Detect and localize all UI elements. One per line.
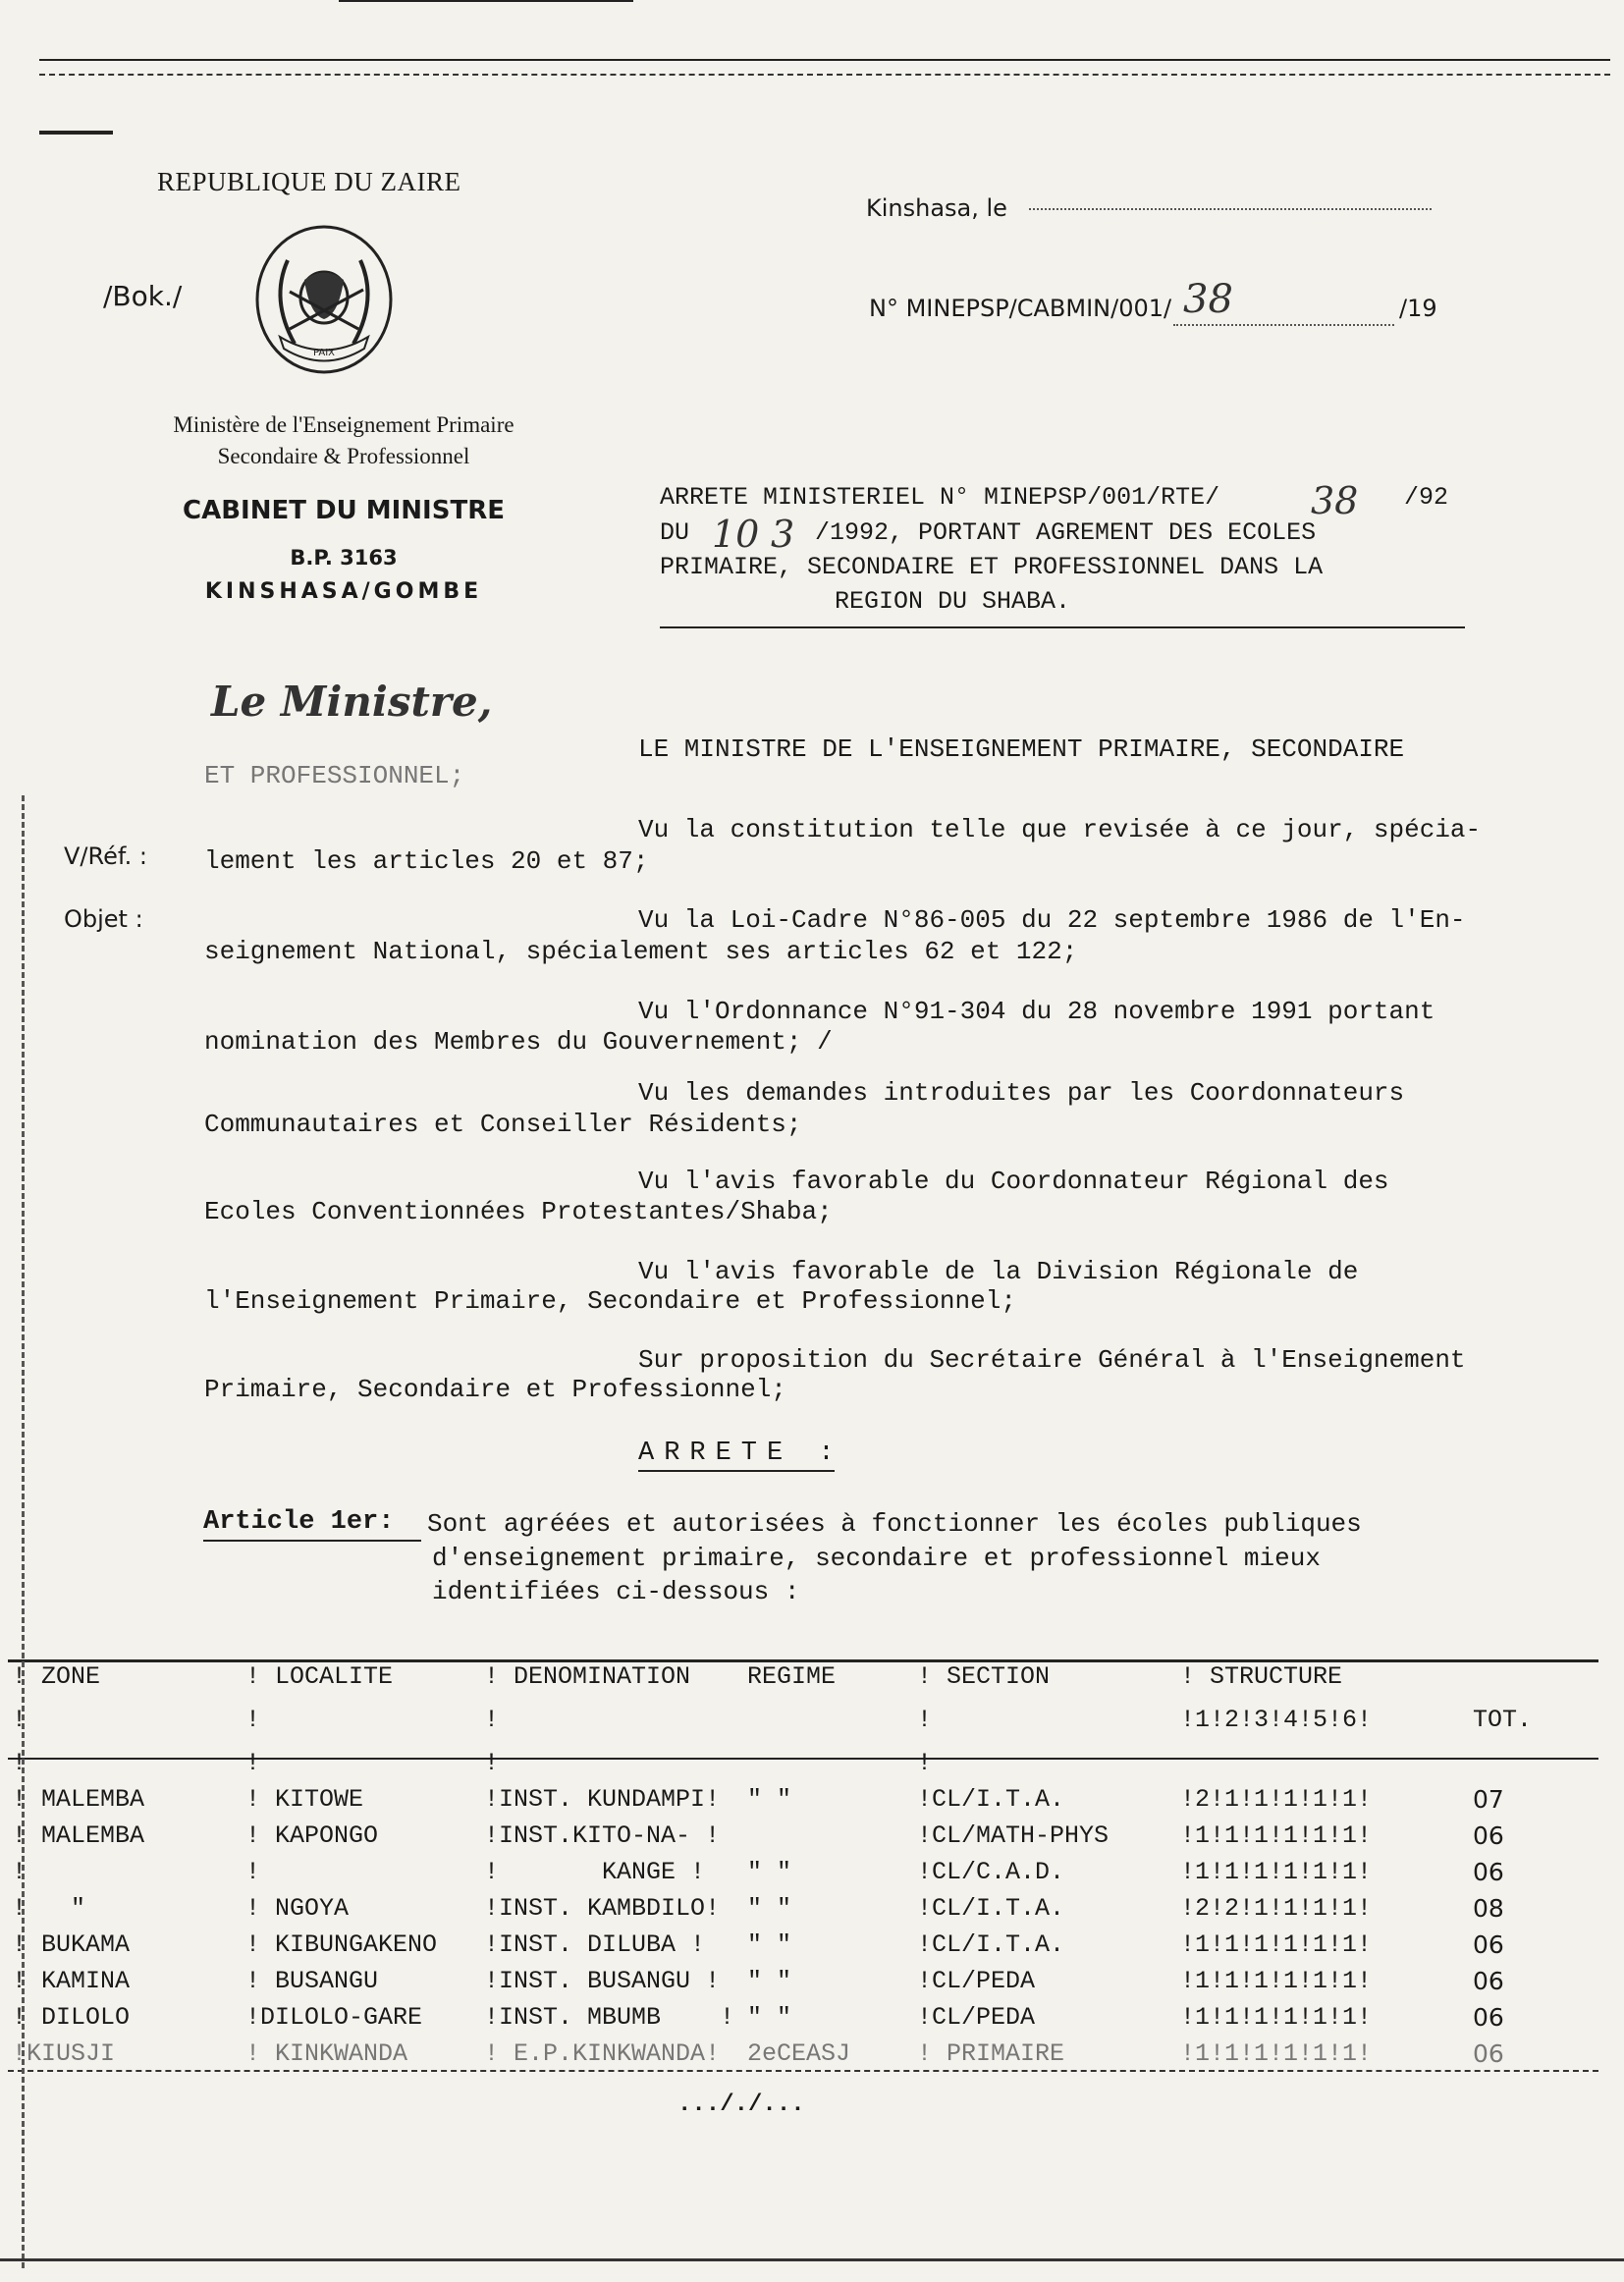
decree-title-line4: REGION DU SHABA. [835,587,1071,616]
table-row: ! MALEMBA ! KAPONGO !INST.KITO-NA- ! !CL/MATH-PHYS !1!1!1!1!1!1! 06 [12,1821,1504,1850]
table-header-row [8,1662,1598,1706]
table-row: ! MALEMBA ! KITOWE !INST. KUNDAMPI! " " !CL/I.T.A. !2!1!1!1!1!1! 07 [12,1785,1504,1814]
article-label: Article 1er: [203,1507,395,1537]
table-row: ! ! ! KANGE ! " " !CL/C.A.D. !1!1!1!1!1!1! 06 [12,1858,1504,1886]
header-denomination: ! DENOMINATION [484,1662,691,1691]
consideration-5-line1: Vu l'avis favorable du Coordonnateur Régional des [638,1167,1389,1196]
structure-years: !1!2!3!4!5!6! [1180,1706,1373,1734]
schools-table [8,1662,1598,2076]
consideration-5-line2: Ecoles Conventionnées Protestantes/Shaba; [204,1197,833,1226]
city-address: KINSHASA/GOMBE [204,579,483,604]
consideration-1-line2: lement les articles 20 et 87; [204,846,649,876]
decree-title-line1: ARRETE MINISTERIEL N° MINEPSP/001/RTE/ [660,483,1220,512]
header-zone: ! ZONE [12,1662,101,1691]
decree-month-handwritten: 3 [771,513,795,556]
table-subheader-row: ! ! ! ! !1!2!3!4!5!6! TOT. [8,1706,1598,1749]
article-line1: Sont agréées et autorisées à fonctionner les écoles publiques [427,1509,1362,1539]
object-label: Objet : [64,905,143,933]
continued-marker: ..././... [677,2092,805,2118]
ministry-name-line2: Secondaire & Professionnel [217,444,470,468]
consideration-2-line1: Vu la Loi-Cadre N°86-005 du 22 septembre 1986 de l'En- [638,905,1466,935]
table-spacer-row: ! ! ! ! [12,1749,933,1777]
po-box: B.P. 3163 [290,546,398,570]
consideration-7-line2: Primaire, Secondaire et Professionnel; [204,1375,786,1404]
decree-number-handwritten: 38 [1311,479,1359,522]
reference-number: N° MINEPSP/CABMIN/001/ [869,295,1172,322]
ministry-name-line1: Ministère de l'Enseignement Primaire [173,412,514,437]
total-label: TOT. [1473,1706,1533,1734]
header-total [1469,1662,1598,1706]
article-label-underline [203,1540,421,1542]
your-reference-label: V/Réf. : [64,842,147,870]
intro-line2: ET PROFESSIONNEL; [204,761,465,790]
decree-title-line2: /1992, PORTANT AGREMENT DES ECOLES [815,518,1317,547]
header-section: ! SECTION [917,1662,1051,1691]
decree-heading: ARRETE : [638,1439,844,1468]
consideration-2-line2: seignement National, spécialement ses articles 62 et 122; [204,937,1078,966]
consideration-4-line2: Communautaires et Conseiller Résidents; [204,1110,802,1139]
country-name: REPUBLIQUE DU ZAIRE [157,167,461,196]
table-row: ! " ! NGOYA !INST. KAMBDILO! " " !CL/I.T.A. !2!2!1!1!1!1! 08 [12,1894,1504,1923]
table-row: ! BUKAMA ! KIBUNGAKENO !INST. DILUBA ! " " !CL/I.T.A. !1!1!1!1!1!1! 06 [12,1930,1504,1959]
reference-initials: /Bok./ [103,280,183,312]
header-regime: REGIME [747,1662,837,1691]
article-line2: d'enseignement primaire, secondaire et professionnel mieux [432,1544,1321,1573]
table-row-carryover: !KIUSJI ! KINKWANDA ! E.P.KINKWANDA! 2eCEASJ ! PRIMAIRE !1!1!1!1!1!1! 06 [12,2039,1504,2068]
seal-motto: PAIX [312,348,336,358]
scan-edge-mark [22,795,27,2268]
header-localite: ! LOCALITE [245,1662,394,1691]
decree-year-suffix: /92 [1404,483,1449,512]
consideration-6-line2: l'Enseignement Primaire, Secondaire et Professionnel; [204,1286,1016,1316]
consideration-1-line1: Vu la constitution telle que revisée à ce jour, spécia- [638,815,1482,844]
decree-date-prefix: DU [660,518,690,547]
decree-day-handwritten: 10 [712,513,760,556]
consideration-6-line1: Vu l'avis favorable de la Division Régionale de [638,1257,1359,1286]
table-row: ! DILOLO !DILOLO-GARE !INST. MBUMB ! " " !CL/PEDA !1!1!1!1!1!1! 06 [12,2003,1504,2032]
table-row: ! KAMINA ! BUSANGU !INST. BUSANGU ! " " !CL/PEDA !1!1!1!1!1!1! 06 [12,1967,1504,1995]
consideration-4-line1: Vu les demandes introduites par les Coordonnateurs [638,1078,1405,1108]
consideration-3-line1: Vu l'Ordonnance N°91-304 du 28 novembre 1991 portant [638,997,1435,1026]
coat-of-arms-seal-icon [250,221,398,378]
intro-line1: LE MINISTRE DE L'ENSEIGNEMENT PRIMAIRE, SECONDAIRE [638,734,1405,764]
article-line3: identifiées ci-dessous : [432,1577,800,1606]
header-structure: ! STRUCTURE [1180,1662,1343,1691]
reference-year: /19 [1399,295,1437,322]
reference-handwritten-number: 38 [1183,277,1233,322]
bottom-scan-edge [0,2258,1624,2261]
place-date-label: Kinshasa, le [866,194,1007,222]
decree-title-line3: PRIMAIRE, SECONDAIRE ET PROFESSIONNEL DANS LA [660,553,1324,581]
consideration-7-line1: Sur proposition du Secrétaire Général à l'Enseignement [638,1345,1466,1375]
date-dotted-line [1029,208,1432,210]
cabinet-title: CABINET DU MINISTRE [183,496,505,525]
signatory-title: Le Ministre, [211,678,493,726]
reference-dotted-line [1173,324,1394,326]
decree-heading-underline [638,1470,835,1472]
consideration-3-line2: nomination des Membres du Gouvernement; / [204,1027,833,1057]
